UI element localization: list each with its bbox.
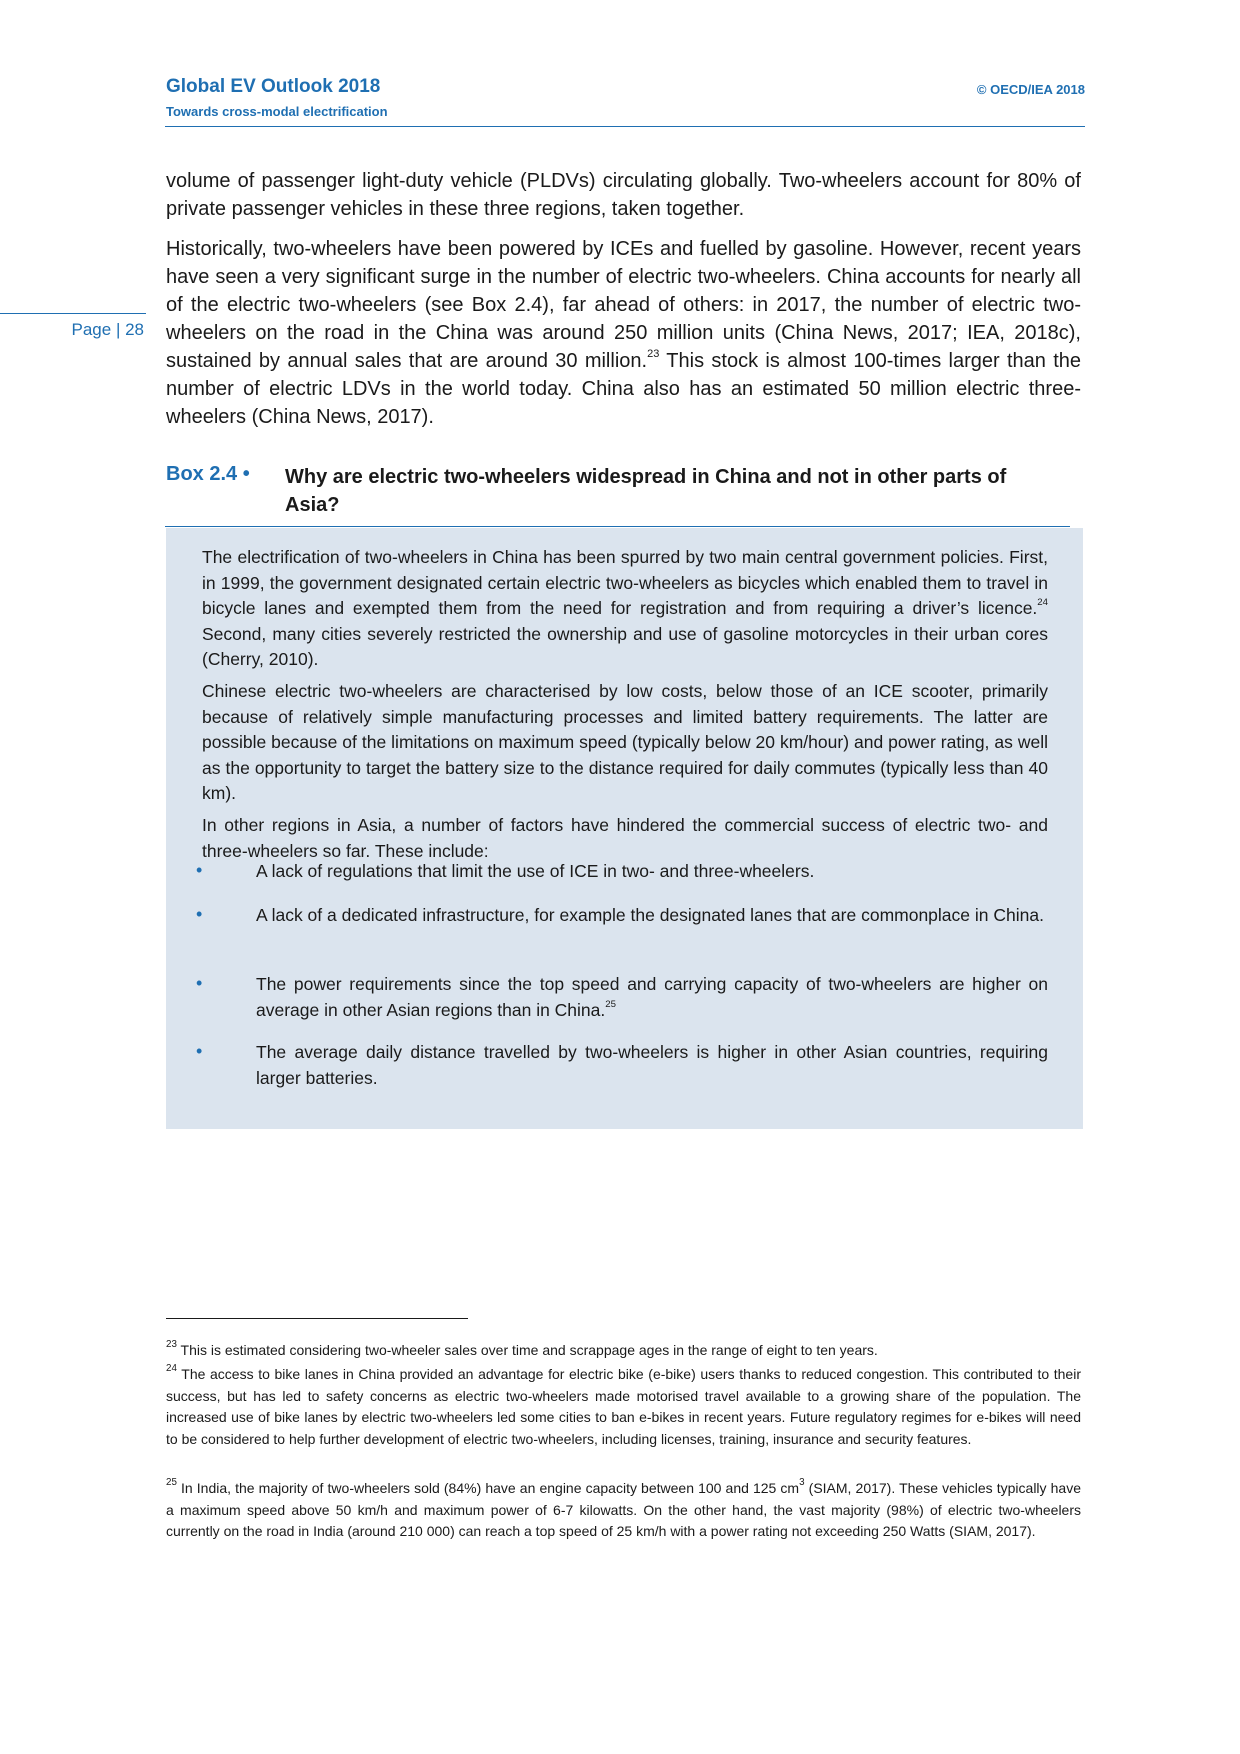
footnote-23-text: This is estimated considering two-wheeler sales over time and scrappage ages in the range of eight to ten years.	[176, 1342, 878, 1358]
bullet-icon: •	[196, 1041, 203, 1061]
report-title: Global EV Outlook 2018	[166, 76, 381, 97]
footnote-number: 23	[166, 1339, 177, 1351]
bullet-icon: •	[196, 860, 203, 880]
footnote-25	[166, 1478, 1081, 1543]
body-paragraph-2-text-b: This stock is almost 100-times larger than the number of electric LDVs in the world today. China also has an estimated 50 million electric three-wheelers (China News, 2017).	[166, 350, 1082, 428]
footnote-number: 24	[166, 1363, 177, 1375]
page-number-rule	[0, 313, 146, 314]
bullet-item-3-text: The power requirements since the top speed and carrying capacity of two-wheelers are higher on average in other Asian regions than in China.	[256, 974, 1048, 1020]
header-divider	[165, 126, 1085, 127]
box-paragraph-1-text-b: Second, many cities severely restricted the ownership and use of gasoline motorcycles in their urban cores (Cherry, 2010).	[202, 623, 1048, 669]
bullet-item-1: A lack of regulations that limit the use of ICE in two- and three-wheelers.	[256, 861, 815, 881]
footnote-23	[166, 1340, 1081, 1362]
copyright-notice: © OECD/IEA 2018	[976, 82, 1085, 97]
footnote-24-text: The access to bike lanes in China provided an advantage for electric bike (e-bike) users thanks to reduced congestion. This contributed to their success, but has led to safety concerns as electric two-wheelers made motorised travel available to a growing share of the population. The increased use of bike lanes by electric two-wheelers led some cities to ban e-bikes in recent years. Future regulatory regimes for e-bikes will need to be considered to help further development of electric two-wheelers, including licenses, training, insurance and security features.	[166, 1366, 1081, 1447]
body-paragraph-1: volume of passenger light-duty vehicle (PLDVs) circulating globally. Two-wheelers account for 80% of private passenger vehicles in these three regions, taken together.	[166, 170, 1081, 220]
bullet-item-2: A lack of a dedicated infrastructure, for example the designated lanes that are commonplace in China.	[256, 905, 1044, 925]
box-number: Box 2.4 •	[166, 463, 250, 485]
footnote-ref-25[interactable]: 25	[605, 998, 616, 1010]
bullet-item-4: The average daily distance travelled by two-wheelers is higher in other Asian countries, requiring larger batteries.	[256, 1042, 1048, 1088]
body-paragraph-2-text-a: Historically, two-wheelers have been powered by ICEs and fuelled by gasoline. However, recent years have seen a very significant surge in the number of electric two-wheelers. China accounts for nearly all of the electric two-wheelers (see Box 2.4), far ahead of others: in 2017, the number of electric two-wheelers on the road in the China was around 250 million units (China News, 2017; IEA, 2018c), sustained by annual sales that are around 30 million.	[166, 238, 1081, 372]
footnote-ref-23[interactable]: 23	[647, 348, 660, 361]
box-paragraph-1	[202, 545, 1048, 673]
footnote-ref-24[interactable]: 24	[1037, 597, 1048, 609]
footnote-24	[166, 1364, 1081, 1450]
bullet-item-3	[256, 972, 1048, 1023]
box-title: Why are electric two-wheelers widespread in China and not in other parts of Asia?	[285, 466, 1007, 516]
box-divider	[165, 526, 1070, 527]
chapter-subtitle: Towards cross-modal electrification	[166, 104, 388, 119]
page-number: Page | 28	[71, 320, 144, 339]
footnote-25-text-a: In India, the majority of two-wheelers sold (84%) have an engine capacity between 100 and 125 cm	[176, 1480, 800, 1496]
footnote-25-text-b: (SIAM, 2017). These vehicles typically have a maximum speed above 50 km/h and maximum power of 6-7 kilowatts. On the other hand, the vast majority (98%) of electric two-wheelers currently on the road in India (around 210 000) can reach a top speed of 25 km/h with a power rating not exceeding 250 Watts (SIAM, 2017).	[166, 1480, 1081, 1539]
box-paragraph-2: Chinese electric two-wheelers are characterised by low costs, below those of an ICE scooter, primarily because of relatively simple manufacturing processes and limited battery requirements. The latter are possible because of the limitations on maximum speed (typically below 20 km/hour) and power rating, as well as the opportunity to target the battery size to the distance required for daily commutes (typically less than 40 km).	[202, 681, 1048, 803]
bullet-icon: •	[196, 904, 203, 924]
box-paragraph-3: In other regions in Asia, a number of factors have hindered the commercial success of electric two- and three-wheelers so far. These include:	[202, 815, 1048, 861]
footnote-separator	[166, 1318, 468, 1319]
footnote-number: 25	[166, 1477, 177, 1489]
bullet-icon: •	[196, 973, 203, 993]
cubic-superscript: 3	[799, 1477, 805, 1489]
box-paragraph-1-text-a: The electrification of two-wheelers in China has been spurred by two main central government policies. First, in 1999, the government designated certain electric two-wheelers as bicycles which enabled them to travel in bicycle lanes and exempted them from the need for registration and from requiring a driver’s licence.	[202, 547, 1048, 618]
body-paragraph-2	[166, 235, 1081, 431]
